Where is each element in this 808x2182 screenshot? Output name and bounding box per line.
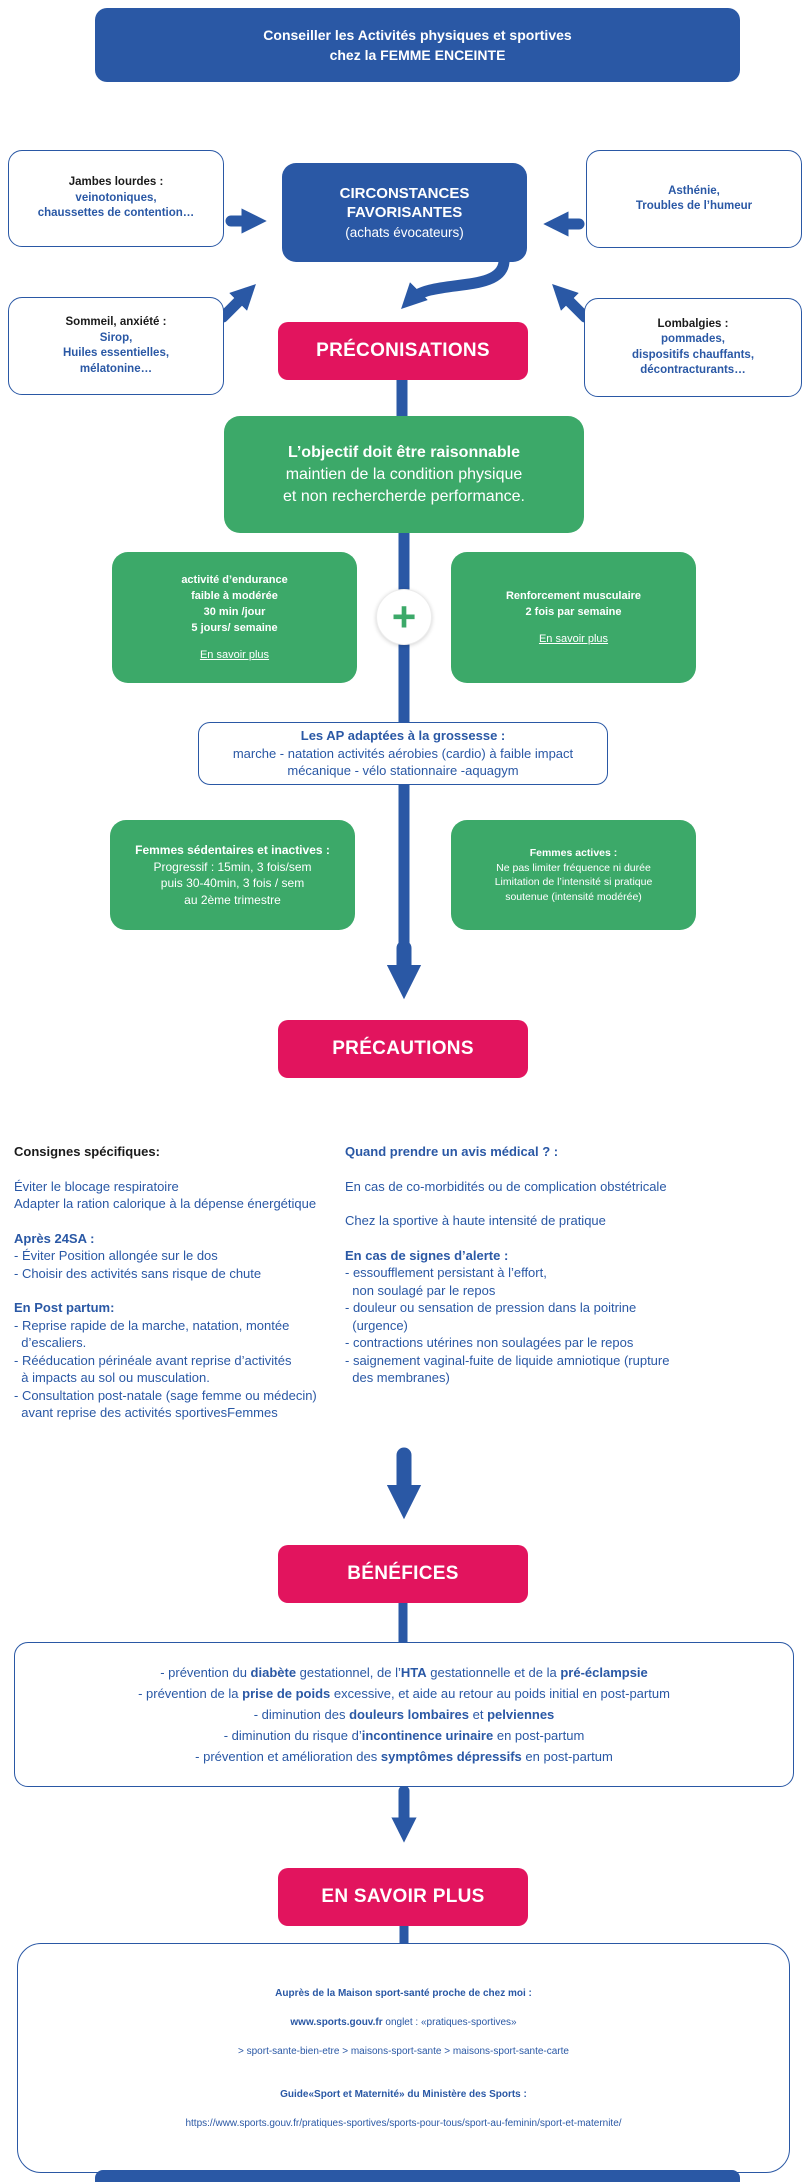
objectif-box: [224, 416, 584, 533]
resources-breadcrumb-path: > sport-sante-bien-etre > maisons-sport-sante > maisons-sport-sante-carte: [238, 2045, 569, 2057]
benefit-line: - prévention de la prise de poids excessive, et aide au retour au poids initial en post-partum: [138, 1686, 670, 1701]
resources-guide-url[interactable]: https://www.sports.gouv.fr/pratiques-sportives/sports-pour-tous/sport-au-feminin/sport-et-maternite/: [185, 2117, 622, 2129]
page-title: [95, 8, 740, 82]
femmes-sedentaires-lines: Progressif : 15min, 3 fois/sem puis 30-40min, 3 fois / sem au 2ème trimestre: [153, 859, 312, 907]
resources-site-line: www.sports.gouv.fr onglet : «pratiques-sportives»: [290, 2016, 517, 2028]
consignes-block-apres-24sa: Après 24SA : - Éviter Position allongée sur le dos - Choisir des activités sans risque de chute: [14, 1230, 262, 1281]
arrow-circonstances-to-preconisations: [410, 262, 504, 300]
section-preconisations: PRÉCONISATIONS: [278, 322, 528, 380]
objectif-title: L’objectif doit être raisonnable: [287, 443, 521, 461]
trigger-lombalgies-title: Lombalgies :: [657, 317, 729, 330]
section-en-savoir-plus: EN SAVOIR PLUS: [278, 1868, 528, 1926]
plus-icon: +: [376, 589, 432, 645]
ap-adaptees-title: Les AP adaptées à la grossesse :: [300, 728, 506, 744]
avis-block-title: Quand prendre un avis médical ? :: [345, 1144, 559, 1159]
benefit-line: - prévention du diabète gestationnel, de l’HTA gestationnelle et de la pré-éclampsie: [160, 1665, 648, 1680]
resources-guide-title: Guide«Sport et Maternité» du Ministère des Sports :: [280, 2088, 527, 2100]
trigger-box-asthenie: [586, 150, 802, 248]
ap-adaptees-box: [198, 722, 608, 785]
femmes-actives-box: [451, 820, 696, 930]
avis-block-comorbidites: En cas de co-morbidités ou de complication obstétricale: [345, 1178, 667, 1194]
renforcement-en-savoir-plus-link[interactable]: En savoir plus: [538, 633, 609, 645]
endurance-en-savoir-plus-link[interactable]: En savoir plus: [199, 649, 270, 661]
circonstances-box: [282, 163, 527, 262]
consignes-column: [14, 1143, 344, 1439]
trigger-lombalgies-lines: pommades, dispositifs chauffants, décontracturants…: [631, 333, 755, 376]
circonstances-line2: FAVORISANTES: [346, 203, 463, 221]
footer-bar: [95, 2170, 740, 2182]
page-title-line2: chez la FEMME ENCEINTE: [329, 47, 506, 63]
trigger-box-sommeil: [8, 297, 224, 395]
renforcement-box: [451, 552, 696, 683]
trigger-box-jambes-lourdes: [8, 150, 224, 247]
benefit-line: - prévention et amélioration des symptômes dépressifs en post-partum: [195, 1749, 613, 1764]
objectif-lines: maintien de la condition physique et non rechercherde performance.: [283, 465, 525, 505]
femmes-sedentaires-box: [110, 820, 355, 930]
renforcement-lines: Renforcement musculaire 2 fois par semaine: [505, 590, 642, 618]
arrow-lombalgies-to-circonstances: [561, 293, 585, 317]
resources-box: [17, 1943, 790, 2173]
consignes-block-general: Éviter le blocage respiratoire Adapter la ration calorique à la dépense énergétique: [14, 1178, 317, 1211]
femmes-sedentaires-title: Femmes sédentaires et inactives :: [135, 843, 330, 857]
femmes-actives-lines: Ne pas limiter fréquence ni durée Limitation de l’intensité si pratique soutenue (intensité modérée): [494, 861, 653, 903]
trigger-box-lombalgies: [584, 298, 802, 397]
benefit-line: - diminution des douleurs lombaires et pelviennes: [253, 1707, 555, 1722]
endurance-box: [112, 552, 357, 683]
arrow-sommeil-to-circonstances: [223, 293, 247, 317]
endurance-lines: activité d’endurance faible à modérée 30 min /jour 5 jours/ semaine: [181, 574, 288, 634]
section-benefices: BÉNÉFICES: [278, 1545, 528, 1603]
consignes-block-title: Consignes spécifiques:: [14, 1144, 160, 1159]
benefit-line: - diminution du risque d’incontinence urinaire en post-partum: [223, 1728, 585, 1743]
circonstances-line1: CIRCONSTANCES: [339, 184, 470, 202]
page-title-line1: Conseiller les Activités physiques et sportives: [263, 27, 572, 43]
consignes-block-post-partum: En Post partum: - Reprise rapide de la marche, natation, montée d’escaliers. - Rééducation périnéale avant reprise d’activités à impacts au sol ou musculation. - Consultation post-natale (sage femme ou médecin) avant reprise des activités sportivesFemmes: [14, 1300, 317, 1420]
ap-adaptees-lines: marche - natation activités aérobies (cardio) à faible impact mécanique - vélo stationnaire -aquagym: [232, 745, 574, 779]
avis-medical-column: [345, 1143, 795, 1404]
circonstances-line3: (achats évocateurs): [345, 224, 464, 240]
resources-maison-sport-sante: Auprès de la Maison sport-santé proche de chez moi :: [275, 1987, 532, 1999]
trigger-sommeil-title: Sommeil, anxiété :: [65, 316, 167, 328]
avis-block-sportive: Chez la sportive à haute intensité de pratique: [345, 1213, 606, 1228]
section-precautions: PRÉCAUTIONS: [278, 1020, 528, 1078]
benefits-box: [14, 1642, 794, 1787]
femmes-actives-title: Femmes actives :: [529, 847, 618, 859]
trigger-jambes-lines: veinotoniques, chaussettes de contention…: [37, 191, 195, 220]
trigger-sommeil-lines: Sirop, Huiles essentielles, mélatonine…: [62, 331, 170, 375]
trigger-jambes-title: Jambes lourdes :: [68, 176, 164, 189]
avis-block-signes-alerte: En cas de signes d’alerte : - essoufflement persistant à l’effort, non soulagé par le repos - douleur ou sensation de pression dans la poitrine (urgence) - contractions utérines non soulagées par le repos - saignement vaginal-fuite de liquide amniotique (rupture des membranes): [345, 1247, 670, 1385]
trigger-asthenie-lines: Asthénie, Troubles de l’humeur: [635, 184, 753, 212]
